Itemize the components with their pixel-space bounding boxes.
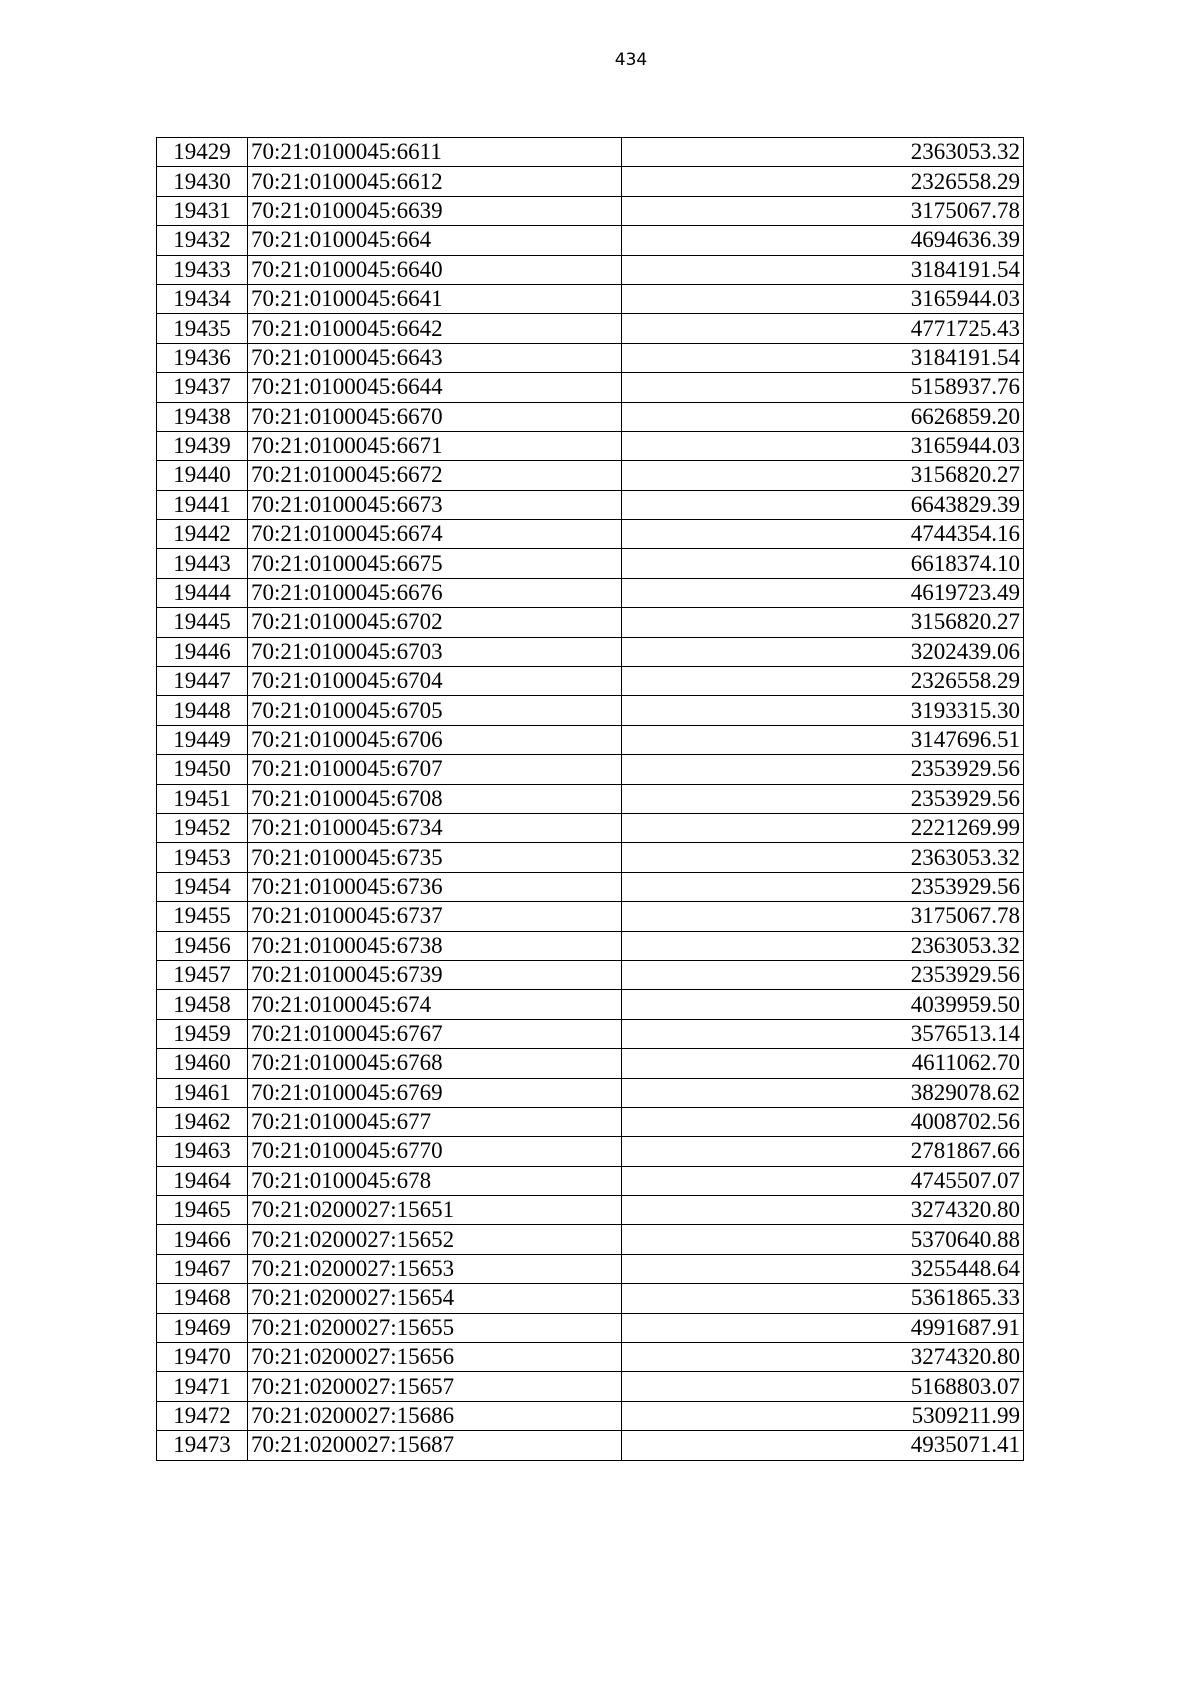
- table-row: [157, 813, 1024, 842]
- table-row: [157, 1196, 1024, 1225]
- table-row: [157, 784, 1024, 813]
- row-number-cell: 19464: [157, 1166, 248, 1195]
- value-cell: 3576513.14: [622, 1019, 1024, 1048]
- cadastral-number-cell: 70:21:0100045:6770: [248, 1137, 622, 1166]
- row-number-cell: 19462: [157, 1107, 248, 1136]
- value-cell: 3156820.27: [622, 461, 1024, 490]
- cadastral-number-cell: 70:21:0200027:15654: [248, 1284, 622, 1313]
- cadastral-number-cell: 70:21:0100045:6673: [248, 490, 622, 519]
- cadastral-number-cell: 70:21:0100045:664: [248, 226, 622, 255]
- cadastral-number-cell: 70:21:0100045:6644: [248, 373, 622, 402]
- row-number-cell: 19463: [157, 1137, 248, 1166]
- table-row: [157, 284, 1024, 313]
- cadastral-number-cell: 70:21:0100045:6611: [248, 138, 622, 167]
- cadastral-number-cell: 70:21:0100045:6674: [248, 520, 622, 549]
- row-number-cell: 19437: [157, 373, 248, 402]
- cadastral-number-cell: 70:21:0100045:6671: [248, 431, 622, 460]
- table-row: [157, 902, 1024, 931]
- value-cell: 3202439.06: [622, 637, 1024, 666]
- cadastral-number-cell: 70:21:0100045:6707: [248, 755, 622, 784]
- value-cell: 4619723.49: [622, 578, 1024, 607]
- cadastral-number-cell: 70:21:0100045:677: [248, 1107, 622, 1136]
- table-row: [157, 931, 1024, 960]
- value-cell: 2353929.56: [622, 755, 1024, 784]
- row-number-cell: 19446: [157, 637, 248, 666]
- table-row: [157, 1049, 1024, 1078]
- table-row: [157, 1431, 1024, 1460]
- value-cell: 5370640.88: [622, 1225, 1024, 1254]
- value-cell: 2326558.29: [622, 667, 1024, 696]
- table-row: [157, 343, 1024, 372]
- value-cell: 2326558.29: [622, 167, 1024, 196]
- value-cell: 3184191.54: [622, 343, 1024, 372]
- row-number-cell: 19458: [157, 990, 248, 1019]
- value-cell: 3156820.27: [622, 608, 1024, 637]
- value-cell: 2353929.56: [622, 960, 1024, 989]
- cadastral-number-cell: 70:21:0100045:6705: [248, 696, 622, 725]
- value-cell: 4991687.91: [622, 1313, 1024, 1342]
- table-row: [157, 1284, 1024, 1313]
- table-row: [157, 1225, 1024, 1254]
- table-row: [157, 1166, 1024, 1195]
- table-row: [157, 578, 1024, 607]
- row-number-cell: 19430: [157, 167, 248, 196]
- row-number-cell: 19453: [157, 843, 248, 872]
- row-number-cell: 19433: [157, 255, 248, 284]
- cadastral-number-cell: 70:21:0200027:15652: [248, 1225, 622, 1254]
- value-cell: 4008702.56: [622, 1107, 1024, 1136]
- cadastral-number-cell: 70:21:0100045:6672: [248, 461, 622, 490]
- table-row: [157, 843, 1024, 872]
- row-number-cell: 19448: [157, 696, 248, 725]
- cadastral-number-cell: 70:21:0100045:6706: [248, 725, 622, 754]
- row-number-cell: 19434: [157, 284, 248, 313]
- value-cell: 2353929.56: [622, 784, 1024, 813]
- row-number-cell: 19438: [157, 402, 248, 431]
- row-number-cell: 19439: [157, 431, 248, 460]
- value-cell: 2353929.56: [622, 872, 1024, 901]
- row-number-cell: 19456: [157, 931, 248, 960]
- row-number-cell: 19465: [157, 1196, 248, 1225]
- value-cell: 3175067.78: [622, 902, 1024, 931]
- row-number-cell: 19432: [157, 226, 248, 255]
- value-cell: 5361865.33: [622, 1284, 1024, 1313]
- value-cell: 2781867.66: [622, 1137, 1024, 1166]
- table-row: [157, 608, 1024, 637]
- table-row: [157, 696, 1024, 725]
- row-number-cell: 19455: [157, 902, 248, 931]
- table-row: [157, 1401, 1024, 1430]
- row-number-cell: 19452: [157, 813, 248, 842]
- table-row: [157, 520, 1024, 549]
- value-cell: 3147696.51: [622, 725, 1024, 754]
- cadastral-number-cell: 70:21:0100045:6642: [248, 314, 622, 343]
- table-row: [157, 1254, 1024, 1283]
- row-number-cell: 19469: [157, 1313, 248, 1342]
- table-row: [157, 314, 1024, 343]
- row-number-cell: 19468: [157, 1284, 248, 1313]
- row-number-cell: 19473: [157, 1431, 248, 1460]
- cadastral-number-cell: 70:21:0100045:6708: [248, 784, 622, 813]
- value-cell: 3255448.64: [622, 1254, 1024, 1283]
- value-cell: 6626859.20: [622, 402, 1024, 431]
- value-cell: 4935071.41: [622, 1431, 1024, 1460]
- cadastral-number-cell: 70:21:0100045:6704: [248, 667, 622, 696]
- cadastral-number-cell: 70:21:0100045:6643: [248, 343, 622, 372]
- table-row: [157, 431, 1024, 460]
- value-cell: 4039959.50: [622, 990, 1024, 1019]
- cadastral-number-cell: 70:21:0200027:15651: [248, 1196, 622, 1225]
- row-number-cell: 19466: [157, 1225, 248, 1254]
- table-row: [157, 637, 1024, 666]
- cadastral-number-cell: 70:21:0100045:6676: [248, 578, 622, 607]
- row-number-cell: 19471: [157, 1372, 248, 1401]
- cadastral-number-cell: 70:21:0100045:6675: [248, 549, 622, 578]
- row-number-cell: 19467: [157, 1254, 248, 1283]
- table-row: [157, 1372, 1024, 1401]
- table-row: [157, 725, 1024, 754]
- cadastral-number-cell: 70:21:0200027:15655: [248, 1313, 622, 1342]
- row-number-cell: 19436: [157, 343, 248, 372]
- row-number-cell: 19460: [157, 1049, 248, 1078]
- cadastral-number-cell: 70:21:0100045:6736: [248, 872, 622, 901]
- table-row: [157, 549, 1024, 578]
- table-row: [157, 1137, 1024, 1166]
- cadastral-number-cell: 70:21:0100045:6641: [248, 284, 622, 313]
- cadastral-number-cell: 70:21:0100045:6670: [248, 402, 622, 431]
- value-cell: 2363053.32: [622, 931, 1024, 960]
- table-row: [157, 226, 1024, 255]
- value-cell: 5309211.99: [622, 1401, 1024, 1430]
- value-cell: 5158937.76: [622, 373, 1024, 402]
- table-row: [157, 667, 1024, 696]
- row-number-cell: 19454: [157, 872, 248, 901]
- row-number-cell: 19441: [157, 490, 248, 519]
- cadastral-number-cell: 70:21:0100045:6739: [248, 960, 622, 989]
- table-row: [157, 196, 1024, 225]
- table-row: [157, 1019, 1024, 1048]
- table-row: [157, 402, 1024, 431]
- table-row: [157, 960, 1024, 989]
- row-number-cell: 19459: [157, 1019, 248, 1048]
- value-cell: 4694636.39: [622, 226, 1024, 255]
- value-cell: 3184191.54: [622, 255, 1024, 284]
- table-row: [157, 461, 1024, 490]
- cadastral-number-cell: 70:21:0100045:6738: [248, 931, 622, 960]
- row-number-cell: 19449: [157, 725, 248, 754]
- value-cell: 4771725.43: [622, 314, 1024, 343]
- table-row: [157, 167, 1024, 196]
- row-number-cell: 19451: [157, 784, 248, 813]
- cadastral-number-cell: 70:21:0200027:15686: [248, 1401, 622, 1430]
- row-number-cell: 19461: [157, 1078, 248, 1107]
- table-row: [157, 1313, 1024, 1342]
- cadastral-number-cell: 70:21:0100045:6769: [248, 1078, 622, 1107]
- cadastral-number-cell: 70:21:0100045:6640: [248, 255, 622, 284]
- row-number-cell: 19450: [157, 755, 248, 784]
- value-cell: 3829078.62: [622, 1078, 1024, 1107]
- table-row: [157, 755, 1024, 784]
- table-row: [157, 490, 1024, 519]
- table-row: [157, 990, 1024, 1019]
- value-cell: 3274320.80: [622, 1196, 1024, 1225]
- cadastral-number-cell: 70:21:0100045:6734: [248, 813, 622, 842]
- row-number-cell: 19442: [157, 520, 248, 549]
- table-row: [157, 1107, 1024, 1136]
- row-number-cell: 19472: [157, 1401, 248, 1430]
- row-number-cell: 19470: [157, 1343, 248, 1372]
- cadastral-number-cell: 70:21:0100045:6612: [248, 167, 622, 196]
- cadastral-number-cell: 70:21:0100045:6767: [248, 1019, 622, 1048]
- table-row: [157, 1343, 1024, 1372]
- value-cell: 6618374.10: [622, 549, 1024, 578]
- cadastral-number-cell: 70:21:0100045:6639: [248, 196, 622, 225]
- value-cell: 3193315.30: [622, 696, 1024, 725]
- row-number-cell: 19435: [157, 314, 248, 343]
- row-number-cell: 19447: [157, 667, 248, 696]
- value-cell: 3274320.80: [622, 1343, 1024, 1372]
- table-row: [157, 255, 1024, 284]
- row-number-cell: 19440: [157, 461, 248, 490]
- cadastral-number-cell: 70:21:0100045:6737: [248, 902, 622, 931]
- cadastral-number-cell: 70:21:0100045:6768: [248, 1049, 622, 1078]
- cadastral-number-cell: 70:21:0100045:678: [248, 1166, 622, 1195]
- value-cell: 5168803.07: [622, 1372, 1024, 1401]
- cadastral-number-cell: 70:21:0100045:6735: [248, 843, 622, 872]
- page-number: 434: [614, 50, 648, 70]
- row-number-cell: 19445: [157, 608, 248, 637]
- row-number-cell: 19429: [157, 138, 248, 167]
- value-cell: 4744354.16: [622, 520, 1024, 549]
- row-number-cell: 19431: [157, 196, 248, 225]
- cadastral-number-cell: 70:21:0100045:6702: [248, 608, 622, 637]
- row-number-cell: 19443: [157, 549, 248, 578]
- row-number-cell: 19457: [157, 960, 248, 989]
- table-row: [157, 373, 1024, 402]
- cadastral-number-cell: 70:21:0100045:6703: [248, 637, 622, 666]
- table-row: [157, 1078, 1024, 1107]
- cadastral-number-cell: 70:21:0200027:15653: [248, 1254, 622, 1283]
- value-cell: 2363053.32: [622, 138, 1024, 167]
- table-body: [157, 138, 1024, 1461]
- cadastral-number-cell: 70:21:0100045:674: [248, 990, 622, 1019]
- data-table: [156, 137, 1024, 1461]
- value-cell: 3175067.78: [622, 196, 1024, 225]
- value-cell: 3165944.03: [622, 284, 1024, 313]
- row-number-cell: 19444: [157, 578, 248, 607]
- table-row: [157, 872, 1024, 901]
- value-cell: 4611062.70: [622, 1049, 1024, 1078]
- value-cell: 2221269.99: [622, 813, 1024, 842]
- cadastral-number-cell: 70:21:0200027:15656: [248, 1343, 622, 1372]
- cadastral-number-cell: 70:21:0200027:15687: [248, 1431, 622, 1460]
- cadastral-number-cell: 70:21:0200027:15657: [248, 1372, 622, 1401]
- table-row: [157, 138, 1024, 167]
- value-cell: 4745507.07: [622, 1166, 1024, 1195]
- value-cell: 6643829.39: [622, 490, 1024, 519]
- value-cell: 2363053.32: [622, 843, 1024, 872]
- value-cell: 3165944.03: [622, 431, 1024, 460]
